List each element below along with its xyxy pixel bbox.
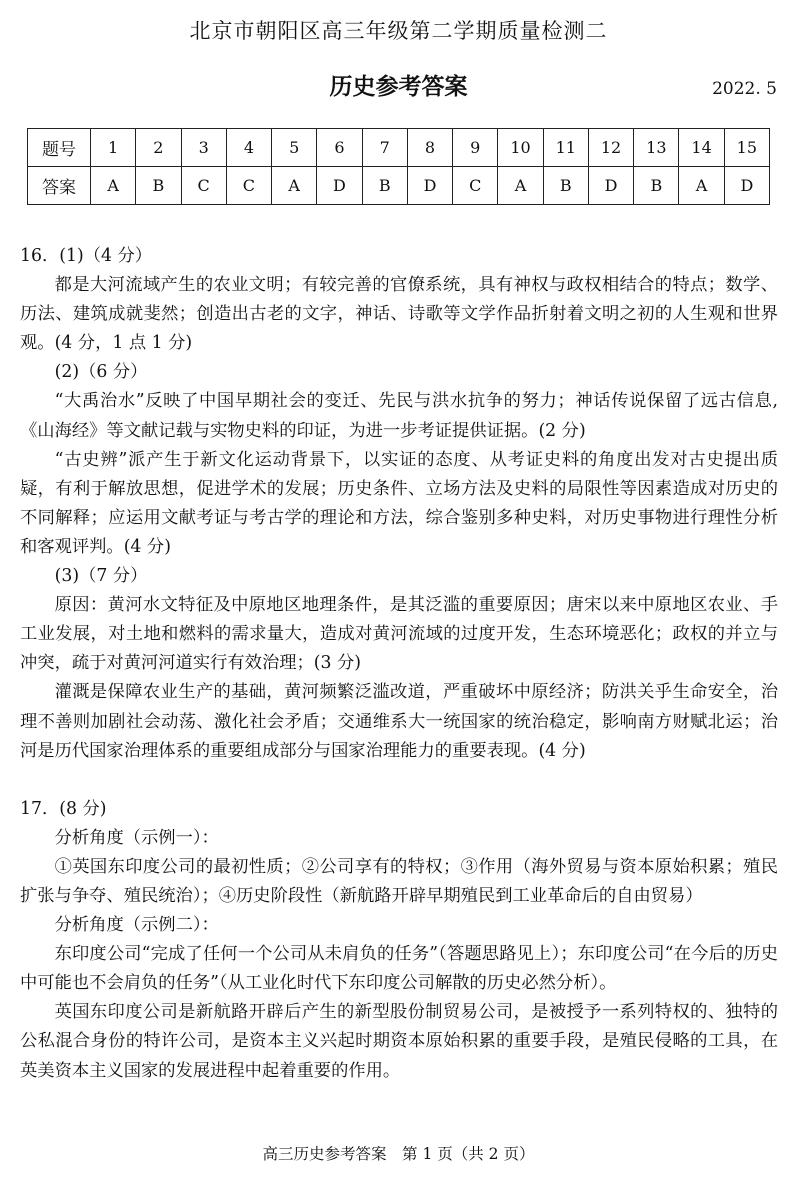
exam-header: 北京市朝阳区高三年级第二学期质量检测二 xyxy=(189,19,608,43)
analysis-angle-heading: 分析角度（示例二）： xyxy=(54,915,219,936)
answer-cell: B xyxy=(634,167,679,205)
question-number: 10 xyxy=(498,129,543,167)
answer-cell: A xyxy=(272,167,317,205)
answer-row xyxy=(28,167,770,205)
answer-cell: B xyxy=(362,167,407,205)
row-label-answer: 答案 xyxy=(28,167,91,205)
question-number: 5 xyxy=(272,129,317,167)
answer-paragraph: “大禹治水”反映了中国早期社会的变迁、先民与洪水抗争的努力；神话传说保留了远古信息,《山海经》等文献记载与实物史料的印证，为进一步考证提供证据。(2 分) xyxy=(20,391,778,441)
answer-cell: D xyxy=(588,167,633,205)
answer-paragraph: 都是大河流域产生的农业文明；有较完善的官僚系统，具有神权与政权相结合的特点；数学、历法、建筑成就斐然；创造出古老的文字，神话、诗歌等文学作品折射着文明之初的人生观和世界观。(4 分，1 点 1 分) xyxy=(20,275,778,354)
answer-paragraph: 英国东印度公司是新航路开辟后产生的新型股份制贸易公司，是被授予一系列特权的、独特的公私混合身份的特许公司，是资本主义兴起时期资本原始积累的重要手段，是殖民侵略的工具，在英美资本主义国家的发展进程中起着重要的作用。 xyxy=(20,1002,778,1081)
answer-cell: B xyxy=(136,167,181,205)
question-number: 1 xyxy=(91,129,136,167)
answer-cell: A xyxy=(679,167,724,205)
answer-cell: D xyxy=(407,167,452,205)
question-number: 2 xyxy=(136,129,181,167)
answer-cell: D xyxy=(724,167,769,205)
question-number: 4 xyxy=(226,129,271,167)
question-number: 3 xyxy=(181,129,226,167)
row-label-number: 题号 xyxy=(28,129,91,167)
answer-paragraph: 东印度公司“完成了任何一个公司从未肩负的任务”（答题思路见上）；东印度公司“在今后的历史中可能也不会肩负的任务”（从工业化时代下东印度公司解散的历史必然分析）。 xyxy=(20,944,778,994)
question-number: 8 xyxy=(407,129,452,167)
question-number: 11 xyxy=(543,129,588,167)
question-number: 12 xyxy=(588,129,633,167)
question-16 xyxy=(20,242,778,766)
answer-cell: C xyxy=(453,167,498,205)
page-title: 历史参考答案 xyxy=(329,73,468,100)
question-number: 14 xyxy=(679,129,724,167)
sub-question-heading: (3)（7 分） xyxy=(54,566,148,587)
question-number: 7 xyxy=(362,129,407,167)
answer-cell: A xyxy=(498,167,543,205)
answer-cell: B xyxy=(543,167,588,205)
question-17 xyxy=(20,795,778,1086)
answer-paragraph: “古史辨”派产生于新文化运动背景下，以实证的态度、从考证史料的角度出发对古史提出质疑，有利于解放思想，促进学术的发展；历史条件、立场方法及史料的局限性等因素造成对历史的不同解释；应运用文献考证与考古学的理论和方法，综合鉴别多种史料，对历史事物进行理性分析和客观评判。(4 分) xyxy=(20,449,778,557)
answer-paragraph: ①英国东印度公司的最初性质；②公司享有的特权；③作用（海外贸易与资本原始积累；殖民扩张与争夺、殖民统治）；④历史阶段性（新航路开辟早期殖民到工业革命后的自由贸易） xyxy=(20,856,778,906)
analysis-angle-heading: 分析角度（示例一）： xyxy=(54,827,219,848)
answer-cell: D xyxy=(317,167,362,205)
sub-question-heading: (2)（6 分） xyxy=(54,362,148,383)
question-number-row xyxy=(28,129,770,167)
question-number: 13 xyxy=(634,129,679,167)
question-heading: 17．(8 分) xyxy=(20,798,107,819)
question-number: 15 xyxy=(724,129,769,167)
question-number: 6 xyxy=(317,129,362,167)
answer-cell: A xyxy=(91,167,136,205)
answer-paragraph: 灌溉是保障农业生产的基础，黄河频繁泛滥改道，严重破坏中原经济；防洪关乎生命安全，治理不善则加剧社会动荡、激化社会矛盾；交通维系大一统国家的统治稳定，影响南方财赋北运；治河是历代国家治理体系的重要组成部分与国家治理能力的重要表现。(4 分) xyxy=(20,682,778,761)
answer-cell: C xyxy=(181,167,226,205)
section-spacer xyxy=(20,766,778,795)
exam-date: 2022. 5 xyxy=(712,79,777,99)
question-heading: 16．(1)（4 分） xyxy=(20,246,153,266)
page-footer: 高三历史参考答案 第 1 页（共 2 页） xyxy=(262,1145,535,1163)
answer-content xyxy=(20,242,778,1086)
question-number: 9 xyxy=(453,129,498,167)
answer-paragraph: 原因：黄河水文特征及中原地区地理条件，是其泛滥的重要原因；唐宋以来中原地区农业、手工业发展，对土地和燃料的需求量大，造成对黄河流域的过度开发，生态环境恶化；政权的并立与冲突，疏于对黄河河道实行有效治理；(3 分) xyxy=(20,595,778,674)
answer-table xyxy=(27,128,770,205)
answer-cell: C xyxy=(226,167,271,205)
